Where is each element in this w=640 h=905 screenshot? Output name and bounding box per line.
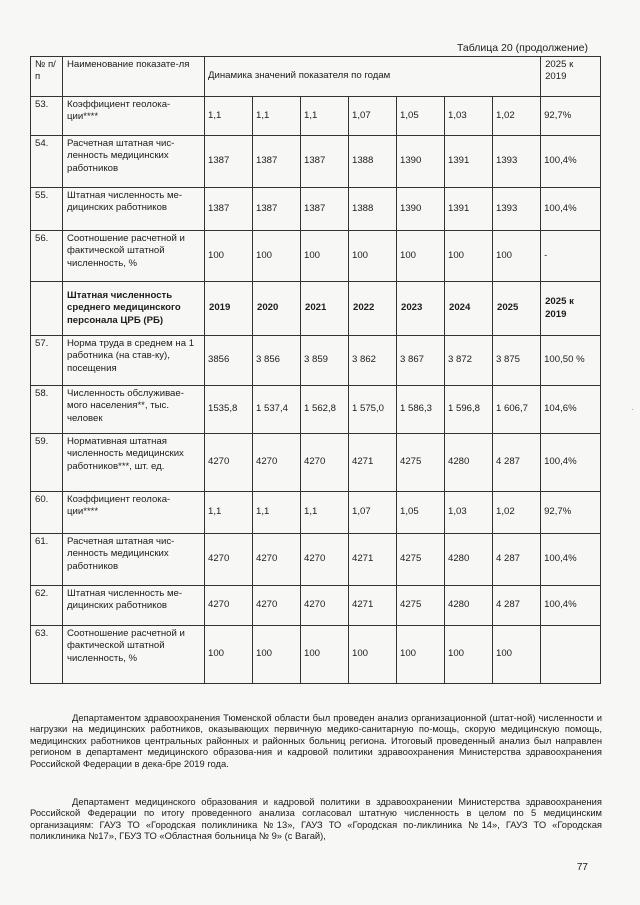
year-value: 4 287 — [493, 586, 541, 626]
year-value: 1,1 — [301, 97, 349, 136]
year-value: 100 — [349, 231, 397, 282]
year-value: 1 575,0 — [349, 386, 397, 434]
indicator-name: Коэффициент геолока-ции**** — [63, 492, 205, 534]
year-value: 100 — [445, 626, 493, 684]
year-header: 2020 — [253, 282, 301, 336]
year-value: 1391 — [445, 188, 493, 231]
year-value: 1393 — [493, 136, 541, 188]
indicator-name: Нормативная штатная численность медицинских работников***, шт. ед. — [63, 434, 205, 492]
row-number: 58. — [31, 386, 63, 434]
year-value: 4270 — [301, 586, 349, 626]
row-number: 54. — [31, 136, 63, 188]
year-value: 1 537,4 — [253, 386, 301, 434]
year-value: 1390 — [397, 136, 445, 188]
header-dynamics: Динамика значений показателя по годам — [205, 57, 541, 97]
table-row — [31, 97, 601, 136]
paragraph-2: Департамент медицинского образования и кадровой политики в здравоохранении Министерства здравоохранения Российской Федерации по итогу проведенного анализа согласовал штатную численность в целом по 5 медицинским организациям: ГАУЗ ТО «Городская поликлиника №13», ГАУЗ ТО «Городская по-ликлиника №14», ГАУЗ ТО «Городская поликлиника №17», ГБУЗ ТО «Областная больница № 9» (с Вагай), — [30, 796, 602, 842]
year-value: 1387 — [301, 136, 349, 188]
row-number: 61. — [31, 534, 63, 586]
indicator-name: Норма труда в среднем на 1 работника (на став-ку), посещения — [63, 336, 205, 386]
row-number: 60. — [31, 492, 63, 534]
indicator-name: Штатная численность ме-дицинских работников — [63, 188, 205, 231]
table-row — [31, 386, 601, 434]
table-row — [31, 626, 601, 684]
year-value: 4271 — [349, 586, 397, 626]
section-header-row — [31, 282, 601, 336]
year-value: 100 — [301, 626, 349, 684]
margin-mark: · — [631, 405, 634, 414]
year-value: 4270 — [253, 586, 301, 626]
year-value: 1387 — [205, 136, 253, 188]
year-value: 1,05 — [397, 97, 445, 136]
year-header: 2023 — [397, 282, 445, 336]
table-row — [31, 492, 601, 534]
year-value: 1387 — [253, 188, 301, 231]
year-value: 4270 — [205, 534, 253, 586]
year-value: 1535,8 — [205, 386, 253, 434]
ratio-value: 92,7% — [541, 97, 601, 136]
year-value: 1,07 — [349, 97, 397, 136]
year-header: 2021 — [301, 282, 349, 336]
year-value: 4280 — [445, 434, 493, 492]
year-value: 4270 — [205, 434, 253, 492]
year-value: 100 — [205, 626, 253, 684]
year-value: 4 287 — [493, 534, 541, 586]
indicator-name: Численность обслуживае-мого населения**, тыс. человек — [63, 386, 205, 434]
ratio-value: 100,50 % — [541, 336, 601, 386]
year-value: 1,07 — [349, 492, 397, 534]
section-title: Штатная численность среднего медицинского персонала ЦРБ (РБ) — [63, 282, 205, 336]
year-value: 4270 — [253, 534, 301, 586]
year-value: 4 287 — [493, 434, 541, 492]
year-value: 4275 — [397, 434, 445, 492]
year-value: 100 — [253, 231, 301, 282]
indicator-name: Соотношение расчетной и фактической штатной численность, % — [63, 231, 205, 282]
ratio-value: 100,4% — [541, 434, 601, 492]
year-value: 1391 — [445, 136, 493, 188]
year-value: 3 872 — [445, 336, 493, 386]
ratio-value — [541, 626, 601, 684]
year-value: 1390 — [397, 188, 445, 231]
year-value: 1,1 — [301, 492, 349, 534]
year-value: 4270 — [205, 586, 253, 626]
table-row — [31, 434, 601, 492]
table-row — [31, 231, 601, 282]
year-value: 1,1 — [253, 97, 301, 136]
year-value: 1,03 — [445, 97, 493, 136]
row-number: 59. — [31, 434, 63, 492]
year-value: 1,1 — [205, 492, 253, 534]
ratio-value: 100,4% — [541, 188, 601, 231]
year-value: 1,05 — [397, 492, 445, 534]
page-number: 77 — [576, 862, 588, 873]
indicator-name: Расчетная штатная чис-ленность медицинских работников — [63, 534, 205, 586]
year-value: 100 — [445, 231, 493, 282]
row-number: 56. — [31, 231, 63, 282]
year-value: 100 — [397, 626, 445, 684]
year-value: 1,03 — [445, 492, 493, 534]
section-ratio-header: 2025 к 2019 — [541, 282, 601, 336]
year-value: 3 859 — [301, 336, 349, 386]
year-value: 1388 — [349, 188, 397, 231]
table-caption: Таблица 20 (продолжение) — [456, 42, 588, 54]
indicator-name: Соотношение расчетной и фактической штатной численность, % — [63, 626, 205, 684]
table-row — [31, 586, 601, 626]
ratio-value: 100,4% — [541, 534, 601, 586]
row-number: 63. — [31, 626, 63, 684]
year-value: 3 875 — [493, 336, 541, 386]
year-value: 100 — [493, 231, 541, 282]
year-value: 4280 — [445, 586, 493, 626]
table-row — [31, 136, 601, 188]
year-value: 3 856 — [253, 336, 301, 386]
header-num: № п/п — [31, 57, 63, 97]
table-row — [31, 188, 601, 231]
year-value: 4280 — [445, 534, 493, 586]
year-header: 2024 — [445, 282, 493, 336]
staffing-table — [30, 56, 601, 684]
year-value: 3 862 — [349, 336, 397, 386]
table-row — [31, 534, 601, 586]
table-row — [31, 336, 601, 386]
section-num-cell — [31, 282, 63, 336]
year-value: 4271 — [349, 434, 397, 492]
year-value: 100 — [205, 231, 253, 282]
year-value: 1387 — [205, 188, 253, 231]
row-number: 62. — [31, 586, 63, 626]
row-number: 55. — [31, 188, 63, 231]
year-value: 100 — [253, 626, 301, 684]
year-value: 1,1 — [205, 97, 253, 136]
ratio-value: 100,4% — [541, 586, 601, 626]
ratio-value: 100,4% — [541, 136, 601, 188]
year-value: 4270 — [301, 534, 349, 586]
year-value: 100 — [301, 231, 349, 282]
header-name: Наименование показате-ля — [63, 57, 205, 97]
year-value: 1 596,8 — [445, 386, 493, 434]
year-value: 1 586,3 — [397, 386, 445, 434]
year-header: 2025 — [493, 282, 541, 336]
year-value: 1,02 — [493, 492, 541, 534]
indicator-name: Штатная численность ме-дицинских работников — [63, 586, 205, 626]
year-header: 2019 — [205, 282, 253, 336]
year-value: 1,02 — [493, 97, 541, 136]
year-value: 1 606,7 — [493, 386, 541, 434]
header-ratio: 2025 к 2019 — [541, 57, 601, 97]
year-value: 100 — [349, 626, 397, 684]
year-value: 100 — [493, 626, 541, 684]
row-number: 57. — [31, 336, 63, 386]
table-header-row — [31, 57, 601, 97]
year-value: 4275 — [397, 586, 445, 626]
year-value: 4271 — [349, 534, 397, 586]
paragraph-1: Департаментом здравоохранения Тюменской области был проведен анализ организационной (штат-ной) численности и нагрузки на медицинских работников, оказывающих первичную медико-санитарную по-мощь, скорую медицинскую помощь, медицинских работников центральных районных и районных больниц региона. Итоговый проведенный анализ был направлен регионом в департамент медицинского образова-ния и кадровой политики здравоохранения Министерства здравоохранения Российской Федерации в дека-бре 2019 года. — [30, 712, 602, 769]
year-header: 2022 — [349, 282, 397, 336]
year-value: 4270 — [301, 434, 349, 492]
row-number: 53. — [31, 97, 63, 136]
indicator-name: Расчетная штатная чис-ленность медицинских работников — [63, 136, 205, 188]
year-value: 1 562,8 — [301, 386, 349, 434]
year-value: 1387 — [301, 188, 349, 231]
indicator-name: Коэффициент геолока-ции**** — [63, 97, 205, 136]
year-value: 100 — [397, 231, 445, 282]
year-value: 4275 — [397, 534, 445, 586]
year-value: 3856 — [205, 336, 253, 386]
year-value: 1393 — [493, 188, 541, 231]
year-value: 1387 — [253, 136, 301, 188]
ratio-value: 92,7% — [541, 492, 601, 534]
ratio-value: 104,6% — [541, 386, 601, 434]
year-value: 4270 — [253, 434, 301, 492]
ratio-value: - — [541, 231, 601, 282]
year-value: 3 867 — [397, 336, 445, 386]
year-value: 1388 — [349, 136, 397, 188]
year-value: 1,1 — [253, 492, 301, 534]
